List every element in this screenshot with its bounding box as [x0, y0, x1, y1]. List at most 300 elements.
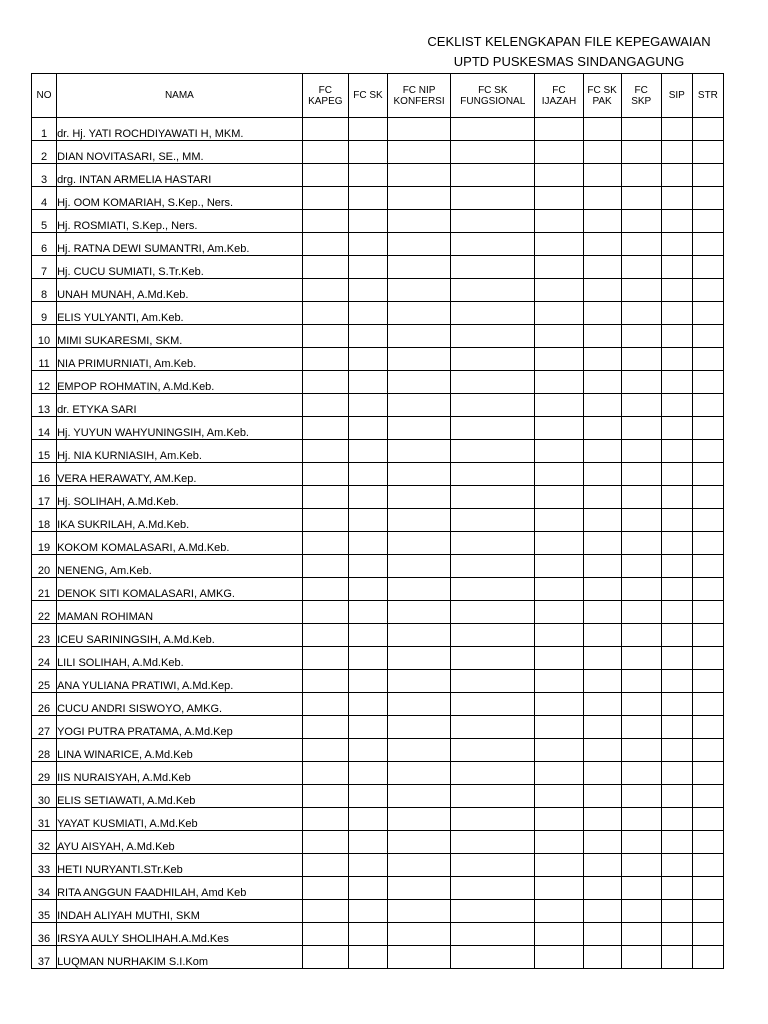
checkbox-cell-fc-sk-fungsional[interactable]	[451, 141, 535, 164]
checkbox-cell-str[interactable]	[692, 900, 723, 923]
checkbox-cell-fc-sk[interactable]	[348, 164, 387, 187]
checkbox-cell-fc-nip-konfersi[interactable]	[388, 647, 451, 670]
checkbox-cell-fc-sk-fungsional[interactable]	[451, 164, 535, 187]
checkbox-cell-fc-skp[interactable]	[621, 946, 661, 969]
checkbox-cell-fc-ijazah[interactable]	[535, 946, 583, 969]
checkbox-cell-fc-sk-fungsional[interactable]	[451, 716, 535, 739]
checkbox-cell-sip[interactable]	[661, 118, 692, 141]
checkbox-cell-sip[interactable]	[661, 877, 692, 900]
checkbox-cell-sip[interactable]	[661, 279, 692, 302]
checkbox-cell-fc-nip-konfersi[interactable]	[388, 187, 451, 210]
checkbox-cell-fc-sk-pak[interactable]	[583, 785, 621, 808]
checkbox-cell-fc-kapeg[interactable]	[302, 854, 348, 877]
checkbox-cell-fc-sk-fungsional[interactable]	[451, 509, 535, 532]
checkbox-cell-fc-skp[interactable]	[621, 164, 661, 187]
checkbox-cell-fc-sk-pak[interactable]	[583, 555, 621, 578]
checkbox-cell-sip[interactable]	[661, 394, 692, 417]
checkbox-cell-fc-nip-konfersi[interactable]	[388, 578, 451, 601]
checkbox-cell-str[interactable]	[692, 555, 723, 578]
checkbox-cell-fc-sk[interactable]	[348, 233, 387, 256]
checkbox-cell-fc-ijazah[interactable]	[535, 624, 583, 647]
checkbox-cell-fc-ijazah[interactable]	[535, 601, 583, 624]
checkbox-cell-str[interactable]	[692, 647, 723, 670]
checkbox-cell-fc-skp[interactable]	[621, 647, 661, 670]
checkbox-cell-sip[interactable]	[661, 762, 692, 785]
checkbox-cell-fc-sk-pak[interactable]	[583, 486, 621, 509]
checkbox-cell-fc-sk-fungsional[interactable]	[451, 785, 535, 808]
checkbox-cell-fc-kapeg[interactable]	[302, 647, 348, 670]
checkbox-cell-fc-skp[interactable]	[621, 233, 661, 256]
checkbox-cell-fc-skp[interactable]	[621, 463, 661, 486]
checkbox-cell-fc-nip-konfersi[interactable]	[388, 348, 451, 371]
checkbox-cell-str[interactable]	[692, 693, 723, 716]
checkbox-cell-fc-ijazah[interactable]	[535, 509, 583, 532]
checkbox-cell-fc-sk-fungsional[interactable]	[451, 670, 535, 693]
checkbox-cell-str[interactable]	[692, 233, 723, 256]
checkbox-cell-str[interactable]	[692, 509, 723, 532]
checkbox-cell-fc-sk[interactable]	[348, 831, 387, 854]
checkbox-cell-fc-ijazah[interactable]	[535, 440, 583, 463]
checkbox-cell-fc-skp[interactable]	[621, 670, 661, 693]
checkbox-cell-str[interactable]	[692, 670, 723, 693]
checkbox-cell-str[interactable]	[692, 210, 723, 233]
checkbox-cell-fc-sk-pak[interactable]	[583, 440, 621, 463]
checkbox-cell-sip[interactable]	[661, 647, 692, 670]
checkbox-cell-fc-sk[interactable]	[348, 693, 387, 716]
checkbox-cell-fc-kapeg[interactable]	[302, 716, 348, 739]
checkbox-cell-fc-sk-fungsional[interactable]	[451, 187, 535, 210]
checkbox-cell-fc-sk-fungsional[interactable]	[451, 279, 535, 302]
checkbox-cell-sip[interactable]	[661, 716, 692, 739]
checkbox-cell-fc-sk-fungsional[interactable]	[451, 877, 535, 900]
checkbox-cell-fc-sk-pak[interactable]	[583, 946, 621, 969]
checkbox-cell-fc-ijazah[interactable]	[535, 256, 583, 279]
checkbox-cell-fc-ijazah[interactable]	[535, 739, 583, 762]
checkbox-cell-str[interactable]	[692, 463, 723, 486]
checkbox-cell-fc-kapeg[interactable]	[302, 187, 348, 210]
checkbox-cell-fc-skp[interactable]	[621, 877, 661, 900]
checkbox-cell-fc-ijazah[interactable]	[535, 233, 583, 256]
checkbox-cell-fc-nip-konfersi[interactable]	[388, 900, 451, 923]
checkbox-cell-fc-sk[interactable]	[348, 118, 387, 141]
checkbox-cell-fc-sk[interactable]	[348, 371, 387, 394]
checkbox-cell-sip[interactable]	[661, 348, 692, 371]
checkbox-cell-fc-ijazah[interactable]	[535, 785, 583, 808]
checkbox-cell-fc-kapeg[interactable]	[302, 670, 348, 693]
checkbox-cell-str[interactable]	[692, 279, 723, 302]
checkbox-cell-fc-skp[interactable]	[621, 601, 661, 624]
checkbox-cell-fc-sk-fungsional[interactable]	[451, 900, 535, 923]
checkbox-cell-sip[interactable]	[661, 854, 692, 877]
checkbox-cell-sip[interactable]	[661, 371, 692, 394]
checkbox-cell-fc-skp[interactable]	[621, 624, 661, 647]
checkbox-cell-fc-sk[interactable]	[348, 141, 387, 164]
checkbox-cell-fc-sk[interactable]	[348, 463, 387, 486]
checkbox-cell-fc-sk-fungsional[interactable]	[451, 946, 535, 969]
checkbox-cell-fc-sk-pak[interactable]	[583, 348, 621, 371]
checkbox-cell-fc-sk-pak[interactable]	[583, 256, 621, 279]
checkbox-cell-fc-sk-fungsional[interactable]	[451, 923, 535, 946]
checkbox-cell-fc-kapeg[interactable]	[302, 394, 348, 417]
checkbox-cell-fc-nip-konfersi[interactable]	[388, 555, 451, 578]
checkbox-cell-fc-skp[interactable]	[621, 279, 661, 302]
checkbox-cell-fc-ijazah[interactable]	[535, 417, 583, 440]
checkbox-cell-fc-nip-konfersi[interactable]	[388, 739, 451, 762]
checkbox-cell-str[interactable]	[692, 325, 723, 348]
checkbox-cell-fc-sk-pak[interactable]	[583, 394, 621, 417]
checkbox-cell-fc-ijazah[interactable]	[535, 348, 583, 371]
checkbox-cell-fc-skp[interactable]	[621, 532, 661, 555]
checkbox-cell-fc-nip-konfersi[interactable]	[388, 601, 451, 624]
checkbox-cell-fc-kapeg[interactable]	[302, 417, 348, 440]
checkbox-cell-fc-sk-pak[interactable]	[583, 463, 621, 486]
checkbox-cell-fc-kapeg[interactable]	[302, 279, 348, 302]
checkbox-cell-fc-sk[interactable]	[348, 417, 387, 440]
checkbox-cell-fc-nip-konfersi[interactable]	[388, 302, 451, 325]
checkbox-cell-str[interactable]	[692, 877, 723, 900]
checkbox-cell-fc-sk-fungsional[interactable]	[451, 808, 535, 831]
checkbox-cell-fc-kapeg[interactable]	[302, 900, 348, 923]
checkbox-cell-fc-sk-fungsional[interactable]	[451, 210, 535, 233]
checkbox-cell-fc-nip-konfersi[interactable]	[388, 371, 451, 394]
checkbox-cell-sip[interactable]	[661, 693, 692, 716]
checkbox-cell-str[interactable]	[692, 187, 723, 210]
checkbox-cell-str[interactable]	[692, 302, 723, 325]
checkbox-cell-fc-kapeg[interactable]	[302, 739, 348, 762]
checkbox-cell-fc-nip-konfersi[interactable]	[388, 923, 451, 946]
checkbox-cell-fc-ijazah[interactable]	[535, 647, 583, 670]
checkbox-cell-fc-sk-pak[interactable]	[583, 854, 621, 877]
checkbox-cell-fc-nip-konfersi[interactable]	[388, 256, 451, 279]
checkbox-cell-fc-nip-konfersi[interactable]	[388, 440, 451, 463]
checkbox-cell-fc-sk[interactable]	[348, 854, 387, 877]
checkbox-cell-fc-kapeg[interactable]	[302, 302, 348, 325]
checkbox-cell-fc-sk[interactable]	[348, 946, 387, 969]
checkbox-cell-fc-nip-konfersi[interactable]	[388, 854, 451, 877]
checkbox-cell-sip[interactable]	[661, 187, 692, 210]
checkbox-cell-str[interactable]	[692, 417, 723, 440]
checkbox-cell-fc-skp[interactable]	[621, 555, 661, 578]
checkbox-cell-fc-ijazah[interactable]	[535, 716, 583, 739]
checkbox-cell-fc-sk-pak[interactable]	[583, 900, 621, 923]
checkbox-cell-str[interactable]	[692, 923, 723, 946]
checkbox-cell-fc-sk[interactable]	[348, 348, 387, 371]
checkbox-cell-fc-sk[interactable]	[348, 555, 387, 578]
checkbox-cell-fc-sk-fungsional[interactable]	[451, 693, 535, 716]
checkbox-cell-fc-sk-fungsional[interactable]	[451, 831, 535, 854]
checkbox-cell-fc-sk-fungsional[interactable]	[451, 233, 535, 256]
checkbox-cell-sip[interactable]	[661, 509, 692, 532]
checkbox-cell-fc-ijazah[interactable]	[535, 900, 583, 923]
checkbox-cell-fc-sk-fungsional[interactable]	[451, 256, 535, 279]
checkbox-cell-fc-kapeg[interactable]	[302, 578, 348, 601]
checkbox-cell-fc-skp[interactable]	[621, 693, 661, 716]
checkbox-cell-fc-kapeg[interactable]	[302, 808, 348, 831]
checkbox-cell-fc-kapeg[interactable]	[302, 509, 348, 532]
checkbox-cell-fc-sk-fungsional[interactable]	[451, 532, 535, 555]
checkbox-cell-str[interactable]	[692, 532, 723, 555]
checkbox-cell-sip[interactable]	[661, 900, 692, 923]
checkbox-cell-fc-kapeg[interactable]	[302, 371, 348, 394]
checkbox-cell-fc-skp[interactable]	[621, 187, 661, 210]
checkbox-cell-fc-ijazah[interactable]	[535, 762, 583, 785]
checkbox-cell-str[interactable]	[692, 785, 723, 808]
checkbox-cell-sip[interactable]	[661, 923, 692, 946]
checkbox-cell-fc-kapeg[interactable]	[302, 256, 348, 279]
checkbox-cell-fc-ijazah[interactable]	[535, 210, 583, 233]
checkbox-cell-sip[interactable]	[661, 578, 692, 601]
checkbox-cell-fc-sk-pak[interactable]	[583, 670, 621, 693]
checkbox-cell-fc-sk[interactable]	[348, 325, 387, 348]
checkbox-cell-fc-sk-fungsional[interactable]	[451, 440, 535, 463]
checkbox-cell-fc-kapeg[interactable]	[302, 486, 348, 509]
checkbox-cell-fc-sk[interactable]	[348, 900, 387, 923]
checkbox-cell-fc-skp[interactable]	[621, 440, 661, 463]
checkbox-cell-fc-ijazah[interactable]	[535, 394, 583, 417]
checkbox-cell-fc-nip-konfersi[interactable]	[388, 118, 451, 141]
checkbox-cell-fc-nip-konfersi[interactable]	[388, 693, 451, 716]
checkbox-cell-fc-sk-fungsional[interactable]	[451, 325, 535, 348]
checkbox-cell-fc-nip-konfersi[interactable]	[388, 670, 451, 693]
checkbox-cell-fc-skp[interactable]	[621, 509, 661, 532]
checkbox-cell-fc-sk-pak[interactable]	[583, 923, 621, 946]
checkbox-cell-fc-ijazah[interactable]	[535, 187, 583, 210]
checkbox-cell-fc-ijazah[interactable]	[535, 486, 583, 509]
checkbox-cell-str[interactable]	[692, 762, 723, 785]
checkbox-cell-fc-sk[interactable]	[348, 808, 387, 831]
checkbox-cell-fc-kapeg[interactable]	[302, 210, 348, 233]
checkbox-cell-fc-kapeg[interactable]	[302, 693, 348, 716]
checkbox-cell-fc-sk-pak[interactable]	[583, 762, 621, 785]
checkbox-cell-fc-kapeg[interactable]	[302, 325, 348, 348]
checkbox-cell-fc-sk[interactable]	[348, 256, 387, 279]
checkbox-cell-fc-sk[interactable]	[348, 302, 387, 325]
checkbox-cell-fc-sk-pak[interactable]	[583, 877, 621, 900]
checkbox-cell-fc-sk-fungsional[interactable]	[451, 762, 535, 785]
checkbox-cell-fc-skp[interactable]	[621, 325, 661, 348]
checkbox-cell-fc-sk-pak[interactable]	[583, 509, 621, 532]
checkbox-cell-sip[interactable]	[661, 670, 692, 693]
checkbox-cell-fc-sk-pak[interactable]	[583, 532, 621, 555]
checkbox-cell-fc-kapeg[interactable]	[302, 164, 348, 187]
checkbox-cell-fc-sk-fungsional[interactable]	[451, 371, 535, 394]
checkbox-cell-fc-nip-konfersi[interactable]	[388, 762, 451, 785]
checkbox-cell-sip[interactable]	[661, 555, 692, 578]
checkbox-cell-fc-nip-konfersi[interactable]	[388, 509, 451, 532]
checkbox-cell-sip[interactable]	[661, 624, 692, 647]
checkbox-cell-fc-sk-pak[interactable]	[583, 233, 621, 256]
checkbox-cell-fc-sk[interactable]	[348, 785, 387, 808]
checkbox-cell-fc-sk[interactable]	[348, 739, 387, 762]
checkbox-cell-str[interactable]	[692, 440, 723, 463]
checkbox-cell-fc-nip-konfersi[interactable]	[388, 532, 451, 555]
checkbox-cell-fc-ijazah[interactable]	[535, 923, 583, 946]
checkbox-cell-fc-skp[interactable]	[621, 141, 661, 164]
checkbox-cell-sip[interactable]	[661, 256, 692, 279]
checkbox-cell-fc-kapeg[interactable]	[302, 118, 348, 141]
checkbox-cell-fc-nip-konfersi[interactable]	[388, 394, 451, 417]
checkbox-cell-fc-sk-pak[interactable]	[583, 624, 621, 647]
checkbox-cell-fc-sk-pak[interactable]	[583, 831, 621, 854]
checkbox-cell-fc-sk[interactable]	[348, 716, 387, 739]
checkbox-cell-fc-sk[interactable]	[348, 509, 387, 532]
checkbox-cell-fc-kapeg[interactable]	[302, 624, 348, 647]
checkbox-cell-fc-sk-fungsional[interactable]	[451, 118, 535, 141]
checkbox-cell-fc-kapeg[interactable]	[302, 877, 348, 900]
checkbox-cell-sip[interactable]	[661, 946, 692, 969]
checkbox-cell-fc-nip-konfersi[interactable]	[388, 946, 451, 969]
checkbox-cell-fc-sk-pak[interactable]	[583, 693, 621, 716]
checkbox-cell-fc-sk[interactable]	[348, 670, 387, 693]
checkbox-cell-sip[interactable]	[661, 302, 692, 325]
checkbox-cell-fc-kapeg[interactable]	[302, 601, 348, 624]
checkbox-cell-fc-kapeg[interactable]	[302, 762, 348, 785]
checkbox-cell-fc-ijazah[interactable]	[535, 831, 583, 854]
checkbox-cell-fc-sk-pak[interactable]	[583, 325, 621, 348]
checkbox-cell-fc-skp[interactable]	[621, 831, 661, 854]
checkbox-cell-fc-sk[interactable]	[348, 624, 387, 647]
checkbox-cell-fc-skp[interactable]	[621, 900, 661, 923]
checkbox-cell-fc-sk-fungsional[interactable]	[451, 486, 535, 509]
checkbox-cell-sip[interactable]	[661, 463, 692, 486]
checkbox-cell-str[interactable]	[692, 578, 723, 601]
checkbox-cell-fc-nip-konfersi[interactable]	[388, 486, 451, 509]
checkbox-cell-fc-skp[interactable]	[621, 716, 661, 739]
checkbox-cell-str[interactable]	[692, 371, 723, 394]
checkbox-cell-str[interactable]	[692, 831, 723, 854]
checkbox-cell-fc-sk-pak[interactable]	[583, 164, 621, 187]
checkbox-cell-fc-nip-konfersi[interactable]	[388, 877, 451, 900]
checkbox-cell-fc-skp[interactable]	[621, 808, 661, 831]
checkbox-cell-sip[interactable]	[661, 440, 692, 463]
checkbox-cell-sip[interactable]	[661, 808, 692, 831]
checkbox-cell-fc-ijazah[interactable]	[535, 118, 583, 141]
checkbox-cell-fc-kapeg[interactable]	[302, 923, 348, 946]
checkbox-cell-fc-sk-fungsional[interactable]	[451, 624, 535, 647]
checkbox-cell-sip[interactable]	[661, 739, 692, 762]
checkbox-cell-fc-sk[interactable]	[348, 647, 387, 670]
checkbox-cell-fc-sk[interactable]	[348, 440, 387, 463]
checkbox-cell-fc-ijazah[interactable]	[535, 164, 583, 187]
checkbox-cell-sip[interactable]	[661, 141, 692, 164]
checkbox-cell-fc-sk-pak[interactable]	[583, 371, 621, 394]
checkbox-cell-fc-sk-pak[interactable]	[583, 739, 621, 762]
checkbox-cell-fc-sk[interactable]	[348, 762, 387, 785]
checkbox-cell-fc-nip-konfersi[interactable]	[388, 463, 451, 486]
checkbox-cell-fc-nip-konfersi[interactable]	[388, 141, 451, 164]
checkbox-cell-fc-ijazah[interactable]	[535, 279, 583, 302]
checkbox-cell-fc-ijazah[interactable]	[535, 877, 583, 900]
checkbox-cell-fc-sk-fungsional[interactable]	[451, 348, 535, 371]
checkbox-cell-fc-sk-pak[interactable]	[583, 647, 621, 670]
checkbox-cell-fc-kapeg[interactable]	[302, 785, 348, 808]
checkbox-cell-fc-sk-fungsional[interactable]	[451, 601, 535, 624]
checkbox-cell-fc-skp[interactable]	[621, 394, 661, 417]
checkbox-cell-str[interactable]	[692, 486, 723, 509]
checkbox-cell-sip[interactable]	[661, 831, 692, 854]
checkbox-cell-fc-kapeg[interactable]	[302, 463, 348, 486]
checkbox-cell-fc-sk-fungsional[interactable]	[451, 302, 535, 325]
checkbox-cell-fc-sk[interactable]	[348, 532, 387, 555]
checkbox-cell-str[interactable]	[692, 739, 723, 762]
checkbox-cell-fc-nip-konfersi[interactable]	[388, 210, 451, 233]
checkbox-cell-fc-ijazah[interactable]	[535, 302, 583, 325]
checkbox-cell-fc-skp[interactable]	[621, 762, 661, 785]
checkbox-cell-fc-sk-fungsional[interactable]	[451, 578, 535, 601]
checkbox-cell-str[interactable]	[692, 348, 723, 371]
checkbox-cell-fc-kapeg[interactable]	[302, 555, 348, 578]
checkbox-cell-fc-sk-pak[interactable]	[583, 716, 621, 739]
checkbox-cell-fc-nip-konfersi[interactable]	[388, 164, 451, 187]
checkbox-cell-fc-ijazah[interactable]	[535, 141, 583, 164]
checkbox-cell-fc-nip-konfersi[interactable]	[388, 831, 451, 854]
checkbox-cell-fc-kapeg[interactable]	[302, 233, 348, 256]
checkbox-cell-fc-nip-konfersi[interactable]	[388, 716, 451, 739]
checkbox-cell-fc-nip-konfersi[interactable]	[388, 808, 451, 831]
checkbox-cell-fc-sk-pak[interactable]	[583, 210, 621, 233]
checkbox-cell-fc-ijazah[interactable]	[535, 325, 583, 348]
checkbox-cell-fc-kapeg[interactable]	[302, 440, 348, 463]
checkbox-cell-fc-nip-konfersi[interactable]	[388, 279, 451, 302]
checkbox-cell-fc-sk[interactable]	[348, 877, 387, 900]
checkbox-cell-fc-sk[interactable]	[348, 210, 387, 233]
checkbox-cell-fc-nip-konfersi[interactable]	[388, 325, 451, 348]
checkbox-cell-fc-skp[interactable]	[621, 417, 661, 440]
checkbox-cell-fc-ijazah[interactable]	[535, 670, 583, 693]
checkbox-cell-fc-skp[interactable]	[621, 739, 661, 762]
checkbox-cell-str[interactable]	[692, 394, 723, 417]
checkbox-cell-fc-sk-fungsional[interactable]	[451, 555, 535, 578]
checkbox-cell-sip[interactable]	[661, 601, 692, 624]
checkbox-cell-fc-nip-konfersi[interactable]	[388, 233, 451, 256]
checkbox-cell-sip[interactable]	[661, 486, 692, 509]
checkbox-cell-fc-ijazah[interactable]	[535, 693, 583, 716]
checkbox-cell-fc-skp[interactable]	[621, 486, 661, 509]
checkbox-cell-sip[interactable]	[661, 785, 692, 808]
checkbox-cell-fc-skp[interactable]	[621, 256, 661, 279]
checkbox-cell-fc-nip-konfersi[interactable]	[388, 417, 451, 440]
checkbox-cell-str[interactable]	[692, 601, 723, 624]
checkbox-cell-fc-skp[interactable]	[621, 210, 661, 233]
checkbox-cell-fc-skp[interactable]	[621, 118, 661, 141]
checkbox-cell-sip[interactable]	[661, 164, 692, 187]
checkbox-cell-fc-sk-fungsional[interactable]	[451, 739, 535, 762]
checkbox-cell-fc-skp[interactable]	[621, 348, 661, 371]
checkbox-cell-fc-kapeg[interactable]	[302, 831, 348, 854]
checkbox-cell-sip[interactable]	[661, 210, 692, 233]
checkbox-cell-fc-skp[interactable]	[621, 923, 661, 946]
checkbox-cell-str[interactable]	[692, 164, 723, 187]
checkbox-cell-fc-kapeg[interactable]	[302, 348, 348, 371]
checkbox-cell-str[interactable]	[692, 256, 723, 279]
checkbox-cell-sip[interactable]	[661, 532, 692, 555]
checkbox-cell-fc-ijazah[interactable]	[535, 463, 583, 486]
checkbox-cell-fc-ijazah[interactable]	[535, 555, 583, 578]
checkbox-cell-fc-sk-fungsional[interactable]	[451, 647, 535, 670]
checkbox-cell-fc-sk-fungsional[interactable]	[451, 417, 535, 440]
checkbox-cell-fc-sk-pak[interactable]	[583, 279, 621, 302]
checkbox-cell-fc-ijazah[interactable]	[535, 578, 583, 601]
checkbox-cell-fc-nip-konfersi[interactable]	[388, 624, 451, 647]
checkbox-cell-str[interactable]	[692, 624, 723, 647]
checkbox-cell-fc-sk[interactable]	[348, 486, 387, 509]
checkbox-cell-fc-ijazah[interactable]	[535, 854, 583, 877]
checkbox-cell-fc-sk-fungsional[interactable]	[451, 854, 535, 877]
checkbox-cell-fc-sk-pak[interactable]	[583, 302, 621, 325]
checkbox-cell-sip[interactable]	[661, 325, 692, 348]
checkbox-cell-fc-sk-fungsional[interactable]	[451, 463, 535, 486]
checkbox-cell-str[interactable]	[692, 808, 723, 831]
